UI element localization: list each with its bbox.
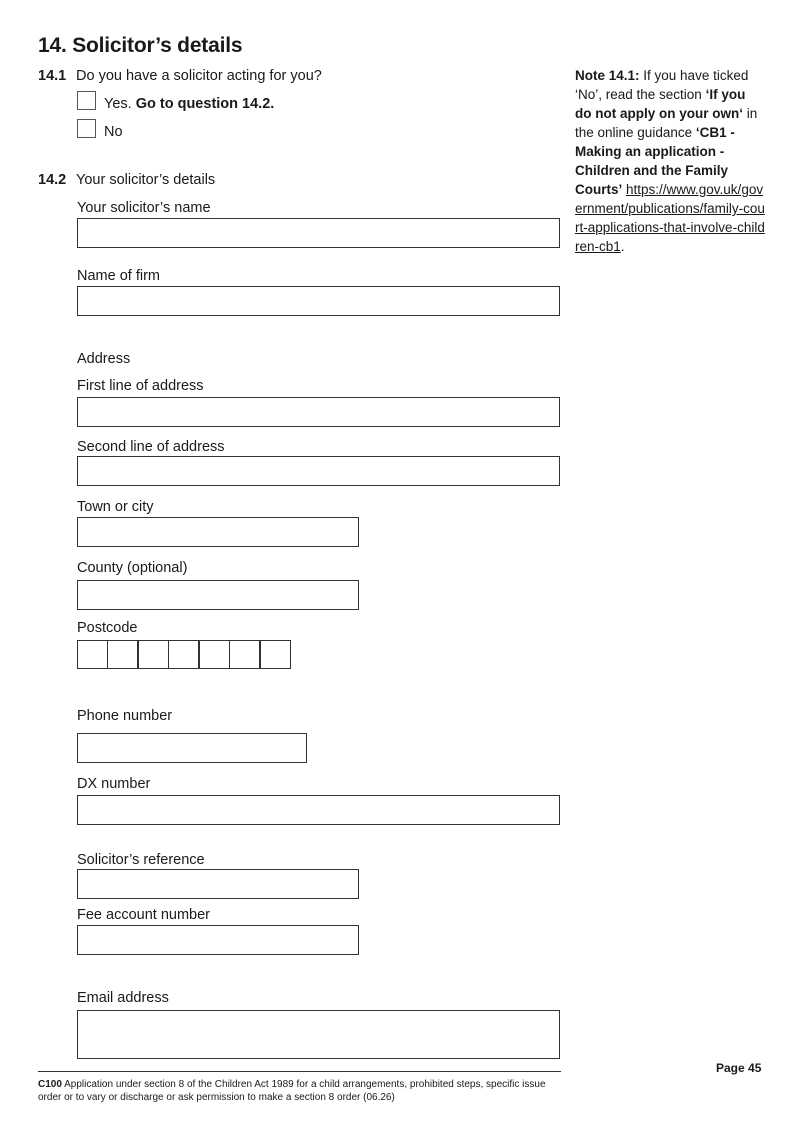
note-text-1: If you have ticked ‘No’, read the section (575, 68, 749, 102)
note-section-name: ‘If you do not apply on your own‘ (575, 87, 746, 121)
note-14-1 (575, 66, 765, 256)
footer-text (38, 1078, 558, 1104)
page-number: Page 45 (716, 1061, 762, 1075)
yes-instruction: Go to question 14.2. (135, 96, 275, 112)
postcode-box-4[interactable] (168, 640, 199, 669)
solicitor-name-label: Your solicitor’s name (77, 200, 211, 216)
postcode-box-2[interactable] (107, 640, 138, 669)
note-end: . (620, 239, 625, 254)
email-label: Email address (77, 990, 169, 1006)
postcode-box-1[interactable] (77, 640, 108, 669)
postcode-box-3[interactable] (138, 640, 169, 669)
yes-label: Yes. (104, 96, 132, 112)
address-line1-label: First line of address (77, 378, 204, 394)
postcode-label: Postcode (77, 620, 138, 636)
phone-label: Phone number (77, 708, 173, 724)
county-label: County (optional) (77, 560, 188, 576)
no-option-label: No (104, 124, 123, 140)
county-field[interactable] (77, 580, 359, 610)
footer-divider (38, 1071, 561, 1072)
guidance-link[interactable]: https://www.gov.uk/government/publications/family-court-applications-that-involve-children-cb1 (575, 182, 765, 254)
address-heading: Address (77, 351, 131, 367)
firm-name-label: Name of firm (77, 268, 160, 284)
address-line1-field[interactable] (77, 397, 560, 427)
dx-field[interactable] (77, 795, 560, 825)
solicitor-name-field[interactable] (77, 218, 560, 248)
reference-label: Solicitor’s reference (77, 852, 205, 868)
postcode-box-7[interactable] (260, 640, 291, 669)
firm-name-field[interactable] (77, 286, 560, 316)
section-title: 14. Solicitor’s details (38, 34, 243, 57)
form-code: C100 (38, 1079, 62, 1090)
phone-field[interactable] (77, 733, 307, 763)
fee-account-label: Fee account number (77, 907, 210, 923)
town-label: Town or city (77, 499, 154, 515)
postcode-box-5[interactable] (199, 640, 230, 669)
question-text-14-2: Your solicitor’s details (76, 172, 216, 188)
postcode-box-6[interactable] (229, 640, 260, 669)
note-label: Note 14.1: (575, 68, 640, 83)
form-description: Application under section 8 of the Children Act 1989 for a child arrangements, prohibited steps, specific issue order or to vary or discharge or ask permission to make a section 8 order (06.26) (38, 1079, 546, 1103)
address-line2-label: Second line of address (77, 439, 225, 455)
question-text-14-1: Do you have a solicitor acting for you? (76, 68, 322, 84)
no-checkbox[interactable] (77, 119, 96, 138)
question-number-14-2: 14.2 (38, 172, 67, 188)
town-field[interactable] (77, 517, 359, 547)
reference-field[interactable] (77, 869, 359, 899)
yes-checkbox[interactable] (77, 91, 96, 110)
note-text-2: in the online guidance (575, 106, 758, 140)
email-field[interactable] (77, 1010, 560, 1059)
dx-label: DX number (77, 776, 151, 792)
question-number-14-1: 14.1 (38, 68, 67, 84)
fee-account-field[interactable] (77, 925, 359, 955)
address-line2-field[interactable] (77, 456, 560, 486)
note-guidance-name: ‘CB1 - Making an application - Children and the Family Courts’ (575, 125, 735, 197)
yes-option-label (104, 96, 274, 112)
